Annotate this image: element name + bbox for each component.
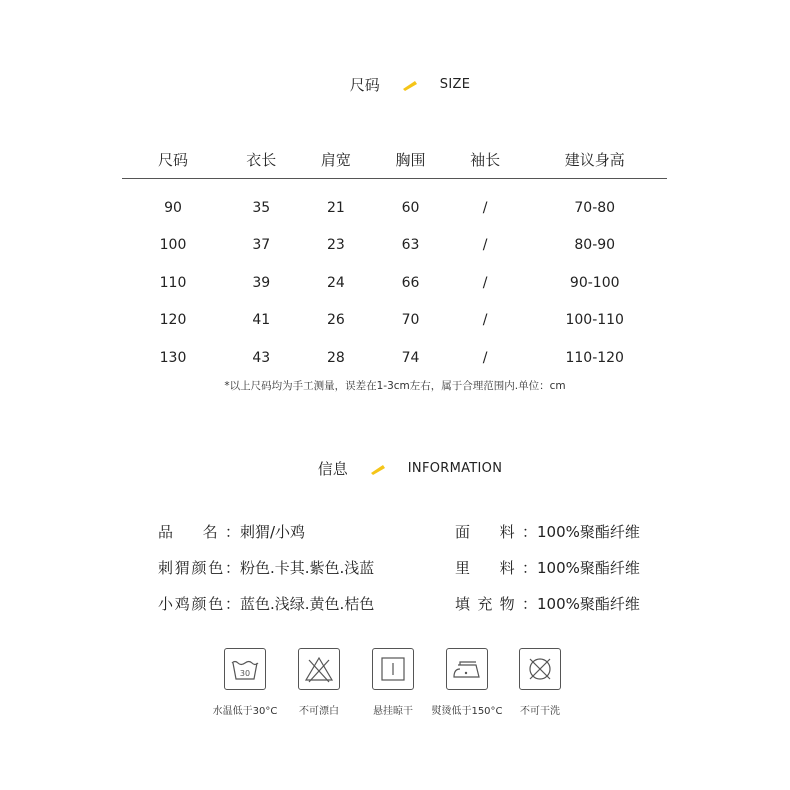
table-cell: 28 <box>327 349 345 366</box>
info-row <box>158 549 374 585</box>
table-cell: 80-90 <box>574 237 616 254</box>
info-right-column <box>455 513 640 621</box>
info-row <box>158 585 374 621</box>
info-value: 蓝色.浅绿.黄色.桔色 <box>240 594 375 613</box>
table-cell: 24 <box>327 274 345 291</box>
size-table <box>122 140 667 377</box>
care-caption: 悬挂晾干 <box>373 706 413 717</box>
info-section-header <box>0 458 790 479</box>
table-cell: 26 <box>327 312 345 329</box>
table-cell: 60 <box>401 199 420 216</box>
table-cell: 63 <box>401 237 420 254</box>
care-caption: 不可漂白 <box>299 706 339 717</box>
table-cell: 21 <box>327 199 345 216</box>
info-label: 刺猬颜色： <box>158 558 240 577</box>
table-cell: / <box>482 237 488 254</box>
care-caption: 水温低于30°C <box>212 706 278 717</box>
table-cell: 74 <box>401 349 420 366</box>
header-height: 建议身高 <box>564 150 625 169</box>
info-label: 填充物： <box>455 594 537 613</box>
info-row <box>455 549 640 585</box>
info-label: 面 料： <box>455 522 537 541</box>
table-row <box>122 189 667 227</box>
table-cell: 35 <box>252 199 271 216</box>
care-item <box>427 648 507 717</box>
info-value: 100%聚酯纤维 <box>537 594 640 613</box>
table-row <box>122 302 667 340</box>
care-caption: 不可干洗 <box>520 706 560 717</box>
pencil-mark-icon <box>348 462 408 476</box>
table-cell: 100 <box>159 237 187 254</box>
care-caption: 熨烫低于150°C <box>431 706 503 717</box>
info-row <box>455 513 640 549</box>
info-left-column <box>158 513 374 621</box>
table-cell: 120 <box>159 312 187 329</box>
header-length: 衣长 <box>246 150 277 169</box>
info-value: 粉色.卡其.紫色.浅蓝 <box>240 558 375 577</box>
header-size: 尺码 <box>157 150 188 169</box>
no-bleach-icon <box>298 648 340 690</box>
table-cell: 100-110 <box>565 312 624 329</box>
table-cell: 37 <box>252 237 271 254</box>
size-title-en: SIZE <box>439 77 471 92</box>
wash-30-icon <box>224 648 266 690</box>
info-label: 小鸡颜色： <box>158 594 240 613</box>
table-cell: 110-120 <box>565 349 624 366</box>
table-row <box>122 227 667 265</box>
table-cell: 70-80 <box>574 199 616 216</box>
wash-temp-text: 30 <box>239 669 251 678</box>
info-title-en: INFORMATION <box>407 461 503 476</box>
table-row <box>122 339 667 377</box>
table-cell: 23 <box>327 237 345 254</box>
info-row <box>158 513 374 549</box>
table-cell: 70 <box>401 312 420 329</box>
no-dry-clean-icon <box>519 648 561 690</box>
table-cell: 66 <box>401 274 420 291</box>
header-sleeve: 袖长 <box>470 150 501 169</box>
table-cell: / <box>482 274 488 291</box>
header-shoulder: 肩宽 <box>320 150 351 169</box>
table-cell: / <box>482 349 488 366</box>
table-cell: 41 <box>252 312 271 329</box>
hang-dry-icon <box>372 648 414 690</box>
info-label: 品 名： <box>158 522 240 541</box>
table-cell: 130 <box>159 349 187 366</box>
table-cell: 90-100 <box>569 274 620 291</box>
care-item <box>205 648 285 717</box>
size-title-cn: 尺码 <box>349 76 380 94</box>
pencil-mark-icon <box>380 78 440 92</box>
measurement-note: *以上尺码均为手工测量，误差在1-3cm左右，属于合理范围内.单位：cm <box>224 380 566 392</box>
info-value: 刺猬/小鸡 <box>240 522 306 541</box>
header-chest: 胸围 <box>395 150 426 169</box>
size-section-header <box>0 74 790 95</box>
info-label: 里 料： <box>455 558 537 577</box>
table-cell: / <box>482 312 488 329</box>
info-value: 100%聚酯纤维 <box>537 558 640 577</box>
table-row <box>122 264 667 302</box>
table-cell: 39 <box>252 274 271 291</box>
table-cell: 90 <box>164 199 182 216</box>
table-cell: 110 <box>159 274 187 291</box>
info-value: 100%聚酯纤维 <box>537 522 640 541</box>
care-item <box>500 648 580 717</box>
table-cell: 43 <box>252 349 271 366</box>
table-cell: / <box>482 199 488 216</box>
iron-low-icon <box>446 648 488 690</box>
size-table-header <box>122 140 667 179</box>
info-row <box>455 585 640 621</box>
info-title-cn: 信息 <box>317 460 348 478</box>
care-item <box>279 648 359 717</box>
care-item <box>353 648 433 717</box>
